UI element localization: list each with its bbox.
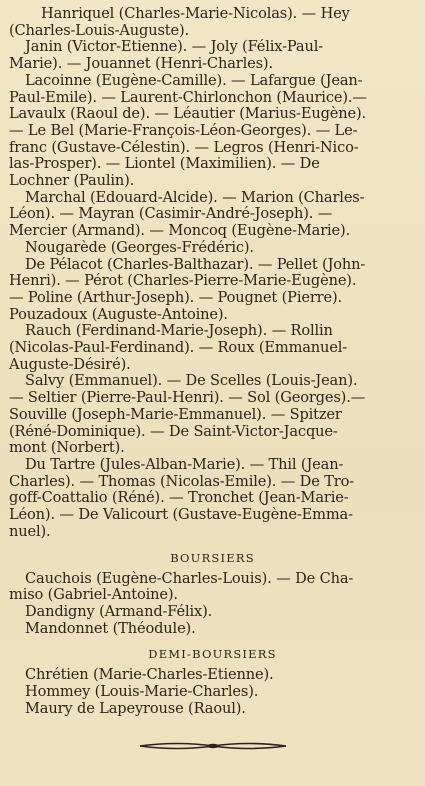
- demi-boursiers-list: [9, 667, 416, 717]
- text-line: Charles). — Thomas (Nicolas-Emile). — De Tro-: [9, 473, 355, 490]
- text-line: Léon). — De Valicourt (Gustave-Eugène-Emma-: [9, 507, 353, 524]
- text-line: Souville (Joseph-Marie-Emmanuel). — Spitzer: [9, 406, 342, 423]
- text-line: Janin (Victor-Etienne). — Joly (Félix-Paul-: [25, 39, 323, 56]
- text-line: Lochner (Paulin).: [9, 173, 135, 190]
- text-line: goff-Coattalio (Réné). — Tronchet (Jean-Marie-: [9, 490, 349, 507]
- text-line: Lavaulx (Raoul de). — Léautier (Marius-Eugène).: [9, 106, 367, 123]
- text-line: Salvy (Emmanuel). — De Scelles (Louis-Jean).: [25, 373, 358, 390]
- text-line: (Nicolas-Paul-Ferdinand). — Roux (Emmanuel-: [9, 340, 348, 357]
- text-line: De Pélacot (Charles-Balthazar). — Pellet (John-: [25, 256, 366, 273]
- text-line: Mercier (Armand). — Moncoq (Eugène-Marie).: [9, 223, 351, 240]
- text-line: Lacoinne (Eugène-Camille). — Lafargue (Jean-: [25, 72, 363, 89]
- text-line: — Poline (Arthur-Joseph). — Pougnet (Pierre).: [9, 289, 343, 306]
- text-line: [9, 6, 416, 23]
- text-line: Chrétien (Marie-Charles-Etienne).: [25, 667, 274, 684]
- ornament-divider-icon: [138, 739, 288, 753]
- text-line: mont (Norbert).: [9, 440, 125, 457]
- student-list-main: [9, 6, 416, 541]
- text-line: Henri). — Pérot (Charles-Pierre-Marie-Eugène).: [9, 273, 357, 290]
- text-line: las-Prosper). — Liontel (Maximilien). — De: [9, 156, 320, 173]
- text-line: Dandigny (Armand-Félix).: [25, 603, 213, 620]
- text-line: Pouzadoux (Auguste-Antoine).: [9, 306, 228, 323]
- text-line: (Charles-Louis-Auguste).: [9, 22, 190, 39]
- ornamental-rule: [9, 739, 416, 753]
- text-line: Rauch (Ferdinand-Marie-Joseph). — Rollin: [25, 323, 333, 340]
- text-line: Paul-Emile). — Laurent-Chirlonchon (Maurice).—: [9, 89, 367, 106]
- text-line: Auguste-Désiré).: [9, 356, 131, 373]
- text-line: Marie). — Jouannet (Henri-Charles).: [9, 56, 273, 73]
- text-line: miso (Gabriel-Antoine).: [9, 587, 178, 604]
- text-line: (Réné-Dominique). — De Saint-Victor-Jacque-: [9, 423, 338, 440]
- demi-boursiers-heading: DEMI-BOURSIERS: [148, 647, 277, 662]
- text-line: Nougarède (Georges-Frédéric).: [25, 239, 254, 256]
- text-line: Hommey (Louis-Marie-Charles).: [25, 684, 259, 701]
- text-line: Cauchois (Eugène-Charles-Louis). — De Cha-: [25, 570, 354, 587]
- boursiers-heading: BOURSIERS: [170, 550, 255, 565]
- text-line: Léon). — Mayran (Casimir-André-Joseph). —: [9, 206, 333, 223]
- text-line: — Le Bel (Marie-François-Léon-Georges). — Le-: [9, 122, 358, 139]
- text-line: Marchal (Edouard-Alcide). — Marion (Charles-: [25, 189, 365, 206]
- boursiers-list: [9, 571, 416, 638]
- text-line: Mandonnet (Théodule).: [25, 620, 196, 637]
- text-line: Du Tartre (Jules-Alban-Marie). — Thil (Jean-: [25, 456, 344, 473]
- text-line-content: Hanriquel (Charles-Marie-Nicolas). — Hey: [41, 6, 350, 22]
- text-line: franc (Gustave-Célestin). — Legros (Henri-Nico-: [9, 139, 359, 156]
- text-line: nuel).: [9, 523, 51, 540]
- text-line: Maury de Lapeyrouse (Raoul).: [25, 700, 246, 717]
- text-line: — Seltier (Pierre-Paul-Henri). — Sol (Georges).—: [9, 390, 366, 407]
